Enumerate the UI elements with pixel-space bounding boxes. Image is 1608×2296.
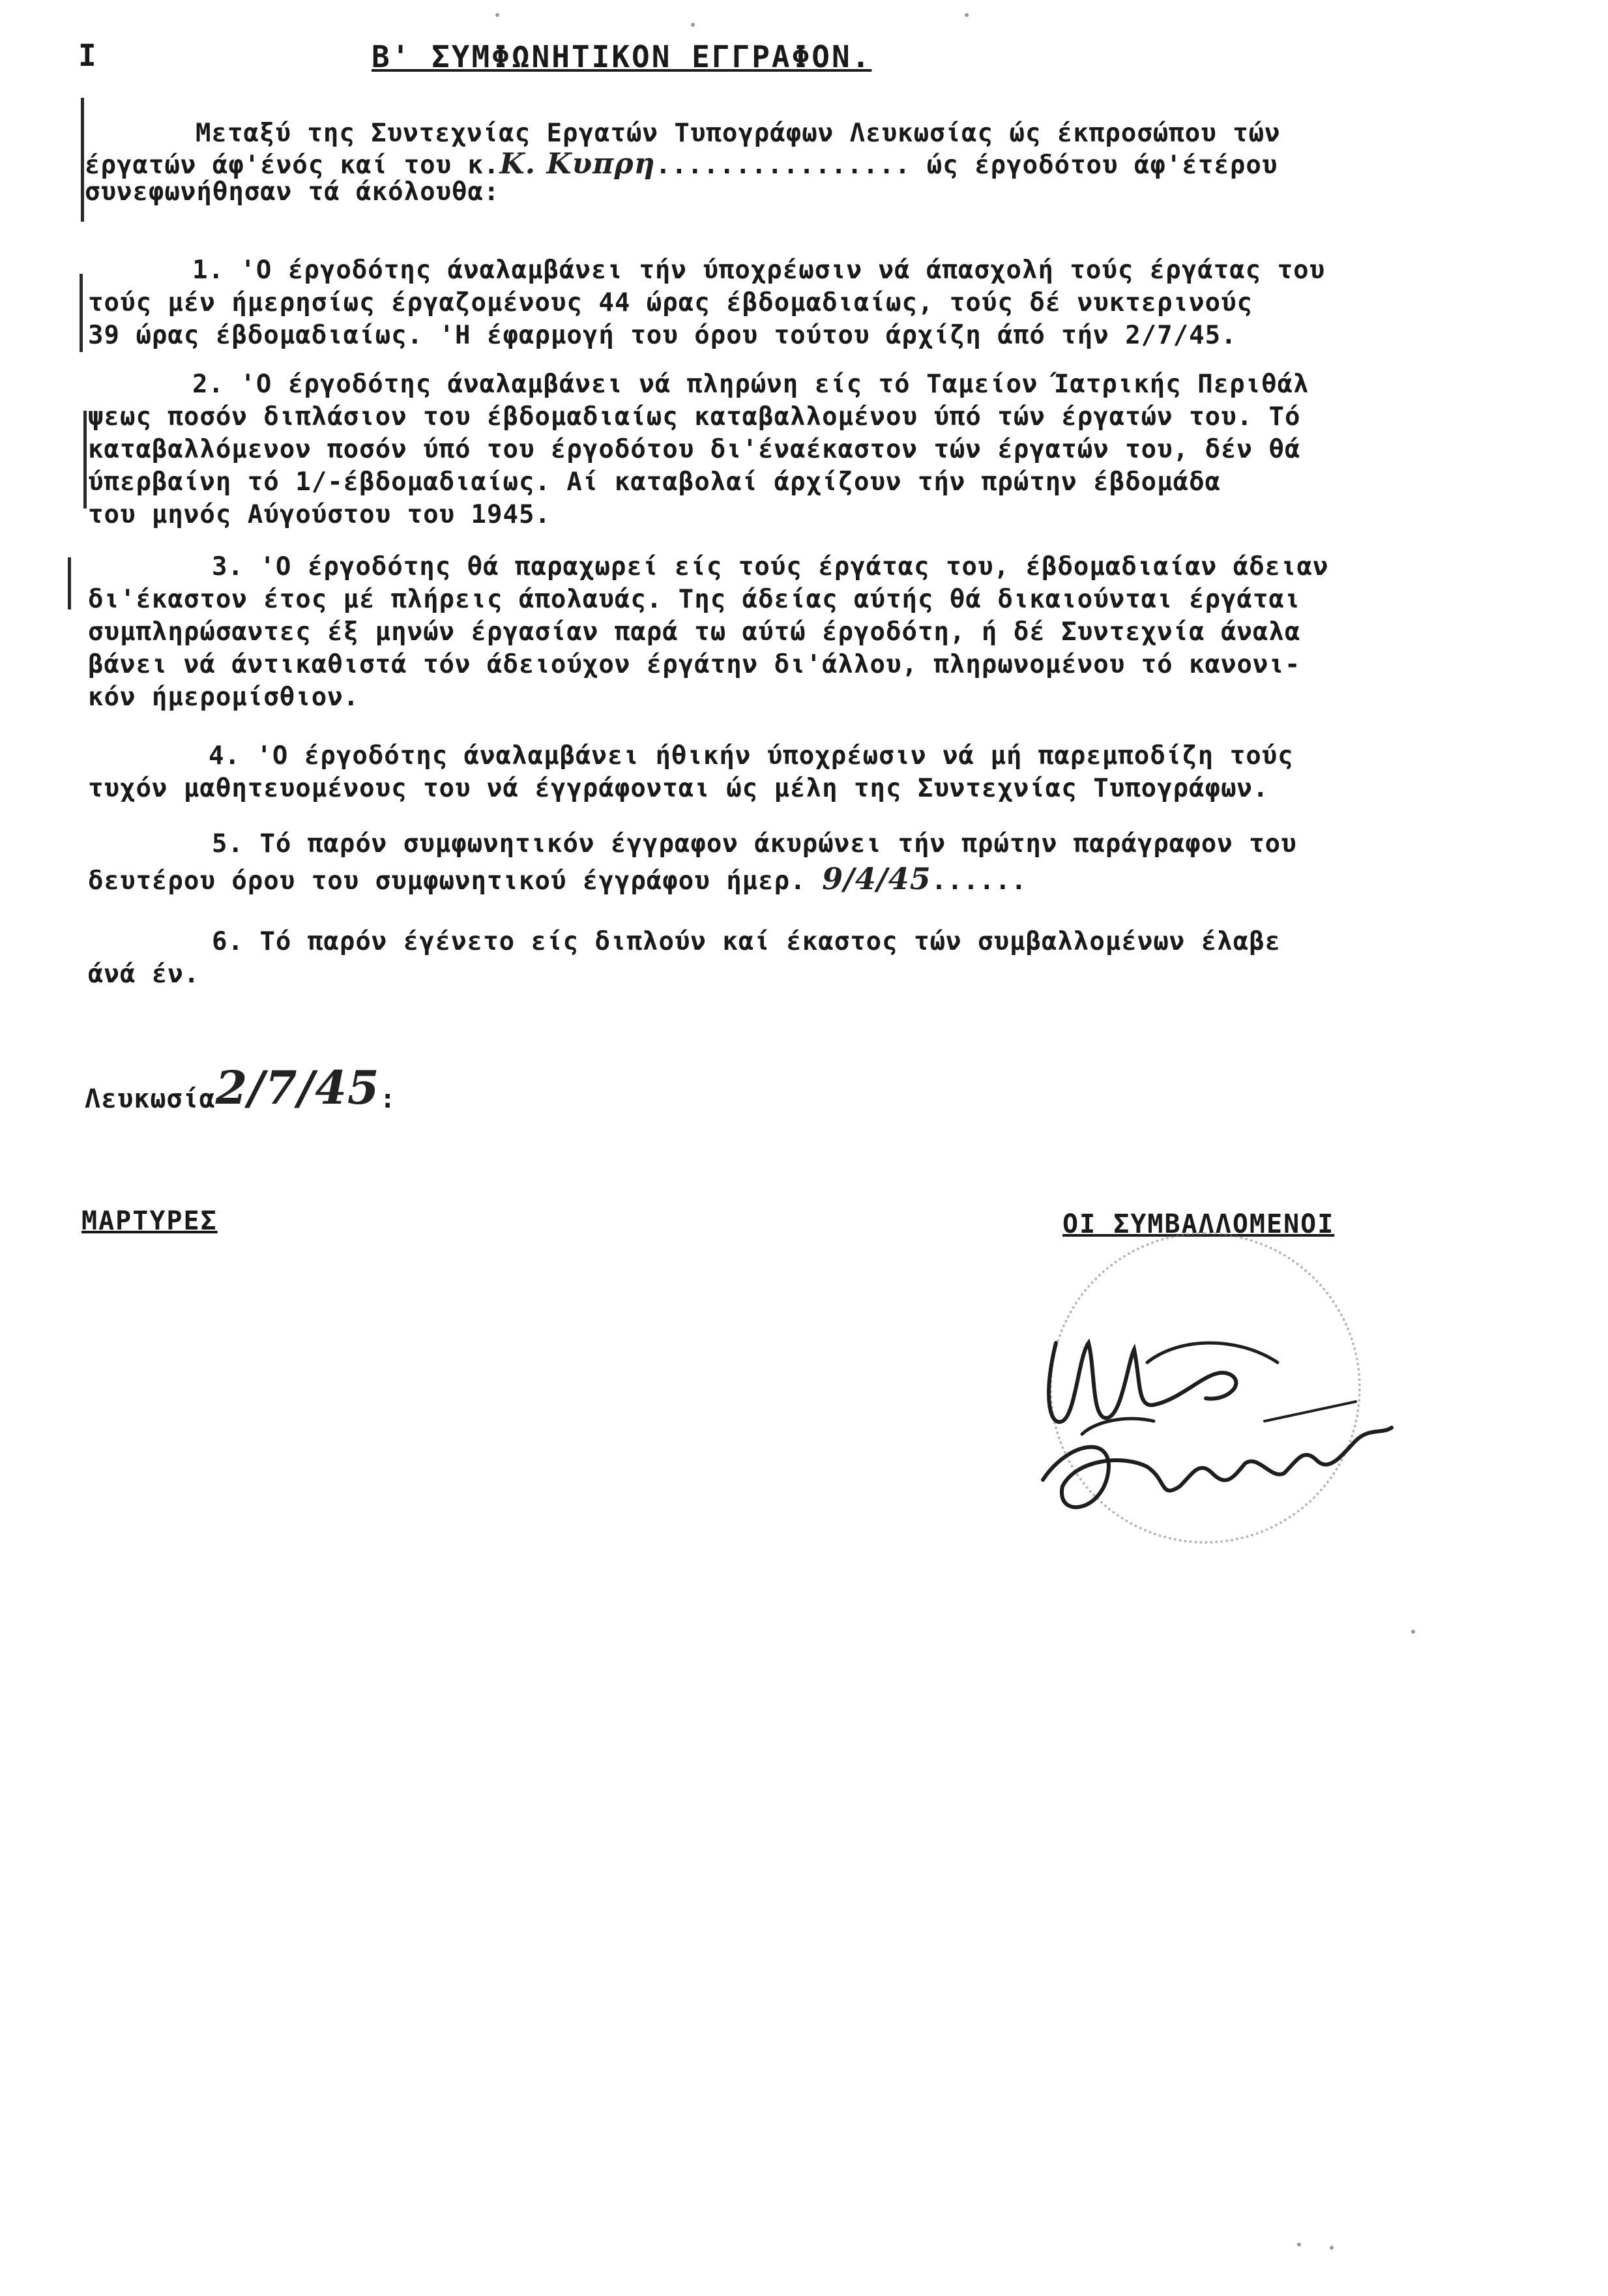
clause-5-line-1: 5. Τό παρόν συμφωνητικόν έγγραφον άκυρώνει τήν πρώτην παράγραφον του [212,829,1297,859]
scan-speck [1411,1630,1415,1634]
scan-speck [1330,2246,1334,2250]
clause-3-line-3: συμπληρώσαντες έξ μηνών έργασίαν παρά τω αύτώ έργοδότη, ή δέ Συντεχνία άναλα [88,617,1301,647]
handwritten-previous-date: 9/4/45 [822,861,931,896]
intro-line-1: Μεταξύ της Συντεχνίας Εργατών Τυπογράφων Λευκωσίας ώς έκπροσώπου τών [196,119,1281,148]
intro-line-3: συνεφωνήθησαν τά άκόλουθα: [85,177,500,207]
clause-1-line-1: 1. 'Ο έργοδότης άναλαμβάνει τήν ύποχρέωσιν νά άπασχολή τούς έργάτας του [192,256,1326,285]
clause-3-line-5: κόν ήμερομίσθιον. [88,683,360,712]
clause-2-line-4: ύπερβαίνη τό 1/-έβδομαδιαίως. Αί καταβολαί άρχίζουν τήν πρώτην έβδομάδα [88,467,1221,497]
clause-3-line-1: 3. 'Ο έργοδότης θά παραχωρεί είς τούς έργάτας του, έβδομαδιαίαν άδειαν [212,552,1329,581]
place-label: Λευκωσία [85,1084,216,1114]
clause-6-line-1: 6. Τό παρόν έγένετο είς διπλούν καί έκαστος τών συμβαλλομένων έλαβε [212,927,1281,956]
clause-5-line-2-text: δευτέρου όρου του συμφωνητικού έγγράφου ήμερ. [88,866,806,896]
clause-2-line-1: 2. 'Ο έργοδότης άναλαμβάνει νά πληρώνη είς τό Ταμείον Ίατρικής Περιθάλ [192,370,1309,399]
intro-line-2-tail: ................ ώς έργοδότου άφ'έτέρου [655,151,1278,180]
clause-1-line-3: 39 ώρας έβδομαδιαίως. 'Η έφαρμογή του όρου τούτου άρχίζη άπό τήν 2/7/45. [88,321,1237,350]
margin-bracket [68,557,71,610]
place-date-colon: : [379,1084,396,1114]
document-title: Β' ΣΥΜΦΩΝΗΤΙΚΟΝ ΕΓΓΡΑΦΟΝ. [372,39,872,74]
scan-speck [1297,2243,1301,2246]
clause-1-line-2: τούς μέν ήμερησίως έργαζομένους 44 ώρας έβδομαδιαίως, τούς δέ νυκτερινούς [88,288,1253,317]
handwritten-signing-date: 2/7/45 [215,1061,380,1115]
place-and-date [85,1061,396,1115]
margin-bracket [81,98,84,222]
clause-3-line-2: δι'έκαστον έτος μέ πλήρεις άπολαυάς. Της άδείας αύτής θά δικαιούνται έργάται [88,585,1301,614]
clause-4-line-2: τυχόν μαθητευομένους του νά έγγράφονται ώς μέλη της Συντεχνίας Τυπογράφων. [88,774,1269,803]
scan-speck [495,13,499,17]
parties-heading: ΟΙ ΣΥΜΒΑΛΛΟΜΕΝΟΙ [1062,1209,1335,1239]
intro-line-2 [85,147,1278,181]
clause-5-dots: ...... [931,866,1027,896]
handwritten-employer-name: Κ. Κυπρη [499,147,656,181]
clause-2-line-2: ψεως ποσόν διπλάσιον του έβδομαδιαίως καταβαλλομένου ύπό τών έργατών του. Τό [88,402,1301,432]
intro-line-2-text: έργατών άφ'ένός καί του κ. [85,151,500,180]
margin-bracket [83,411,87,508]
clause-3-line-4: βάνει νά άντικαθιστά τόν άδειούχον έργάτην δι'άλλου, πληρωνομένου τό κανονι- [88,650,1301,679]
clause-2-line-5: του μηνός Αύγούστου του 1945. [88,500,551,529]
handwritten-signature [1017,1265,1421,1565]
witnesses-heading: ΜΑΡΤΥΡΕΣ [81,1206,218,1236]
clause-2-line-3: καταβαλλόμενον ποσόν ύπό του έργοδότου δι'έναέκαστον τών έργατών του, δέν θά [88,435,1301,464]
scan-speck [691,23,695,27]
clause-6-line-2: άνά έν. [88,960,200,989]
scan-speck [965,13,969,17]
margin-bracket [80,274,83,352]
title-mark: I [78,38,96,73]
clause-5-line-2 [88,861,1027,896]
clause-4-line-1: 4. 'Ο έργοδότης άναλαμβάνει ήθικήν ύποχρέωσιν νά μή παρεμποδίζη τούς [209,741,1294,771]
